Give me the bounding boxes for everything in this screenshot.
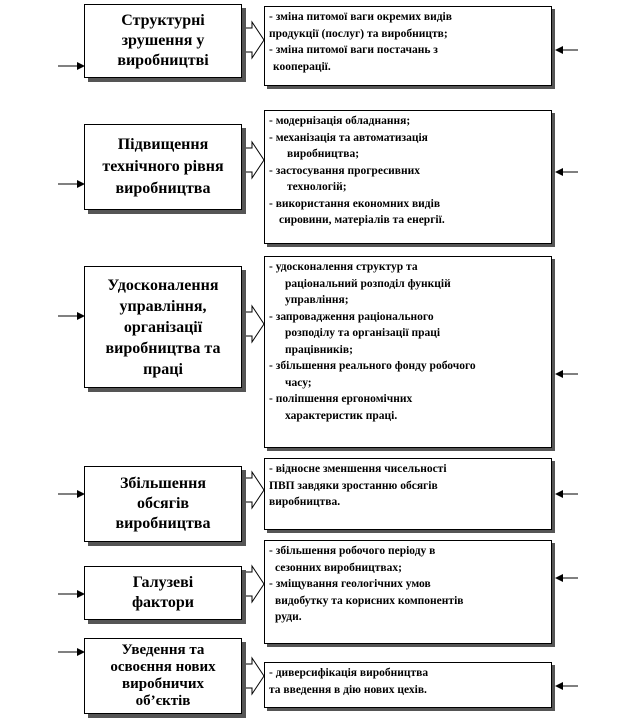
block-arrow-3	[240, 306, 264, 342]
factor-line: Уведення та	[121, 642, 205, 658]
description-item: - удосконалення структур та	[269, 261, 418, 273]
description-item: кооперації.	[273, 60, 331, 73]
factor-line: виробничих	[122, 676, 204, 692]
factor-box-volume	[84, 466, 242, 542]
factor-line: Підвищення	[117, 136, 209, 153]
factor-line: об’єктів	[135, 693, 191, 709]
description-item: - модернізація обладнання;	[269, 115, 411, 127]
description-item: - диверсифікація виробництва	[269, 667, 429, 679]
factor-line: Удосконалення	[107, 276, 219, 294]
factor-line: зрушення у	[121, 32, 205, 49]
description-item: раціональний розподіл функцій	[285, 277, 451, 290]
factor-line: організації	[123, 318, 203, 336]
factor-line: освоєння нових	[110, 659, 216, 675]
block-arrow-2	[240, 142, 264, 178]
description-item: - зміна питомої ваги окремих видів	[269, 11, 452, 23]
description-item: сезонних виробництвах;	[275, 561, 402, 574]
description-item: - використання економних видів	[269, 197, 441, 210]
factor-line: праці	[143, 360, 183, 378]
factor-line: обсягів	[136, 495, 190, 512]
factor-box-technical	[84, 124, 242, 210]
description-item: виробництва;	[287, 148, 360, 160]
description-item: - застосування прогресивних	[269, 164, 421, 177]
description-box-new-objects	[264, 662, 552, 708]
factor-box-structural	[84, 4, 242, 78]
description-item: - поліпшення ергономічних	[269, 393, 413, 405]
description-item: - збільшення реального фонду робочого	[269, 360, 476, 372]
description-item: - зміщування геологічних умов	[269, 578, 431, 590]
description-item: часу;	[285, 376, 312, 389]
description-item: працівників;	[285, 343, 353, 356]
factor-line: фактори	[131, 594, 195, 611]
description-item: сировини, матеріалів та енергії.	[279, 214, 445, 226]
description-item: характеристик праці.	[285, 409, 398, 422]
description-box-industry	[264, 540, 552, 644]
description-item: управління;	[285, 294, 349, 306]
description-item: продукції (послуг) та виробництв;	[269, 27, 448, 40]
description-box-technical	[264, 110, 552, 244]
description-box-volume	[264, 458, 552, 530]
factor-box-new-objects	[84, 638, 242, 714]
factor-line: Збільшення	[119, 475, 206, 492]
description-item: - збільшення робочого періоду в	[269, 545, 436, 557]
description-item: - зміна питомої ваги постачань з	[269, 44, 438, 56]
description-box-management	[264, 256, 552, 448]
description-item: ПВП завдяки зростанню обсягів	[269, 479, 438, 492]
factor-line: управління,	[119, 297, 207, 315]
block-arrow-4	[240, 472, 264, 508]
factor-line: технічного рівня	[102, 158, 224, 175]
description-item: технологій;	[287, 181, 347, 193]
block-arrow-6	[240, 658, 264, 694]
factor-box-industry	[84, 566, 242, 620]
factor-box-management	[84, 266, 242, 388]
description-item: - механізація та автоматизація	[269, 131, 428, 144]
description-item: - відносне зменшення чисельності	[269, 463, 447, 475]
description-item: виробництва.	[269, 496, 341, 508]
description-item: руди.	[275, 611, 302, 623]
factor-line: Структурні	[121, 12, 205, 29]
description-item: розподілу та організації праці	[285, 327, 441, 339]
description-item: - запровадження раціонального	[269, 310, 434, 323]
description-item: та введення в дію нових цехів.	[269, 683, 427, 696]
factor-line: виробництва	[115, 180, 211, 197]
factor-line: виробництва	[115, 515, 211, 532]
description-item: видобутку та корисних компонентів	[275, 594, 464, 607]
factor-line: виробництві	[117, 52, 209, 69]
factor-line: виробництва та	[105, 339, 221, 357]
block-arrow-1	[240, 22, 264, 58]
description-box-structural	[264, 6, 552, 86]
block-arrow-5	[240, 566, 264, 602]
factor-line: Галузеві	[132, 574, 194, 591]
